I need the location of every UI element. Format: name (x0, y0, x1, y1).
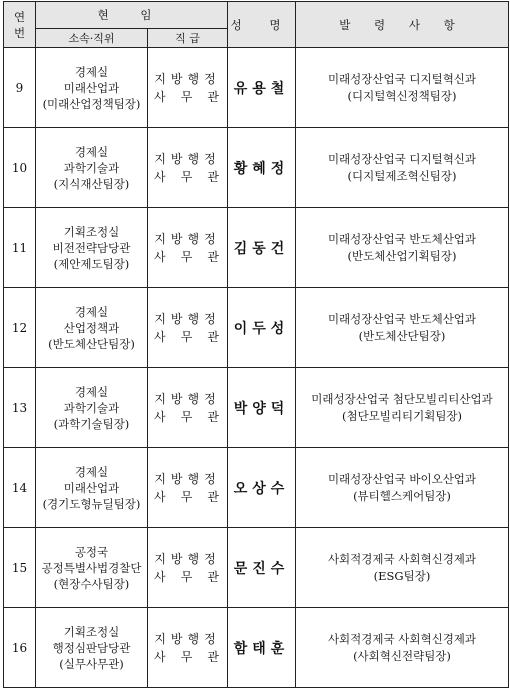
table-row (4, 608, 509, 688)
appointment-position: (첨단모빌리티기획팀장) (341, 408, 463, 423)
grade-rank-char-2: 무 (180, 169, 193, 184)
appointment-position: (디지털혁신정책팀장) (347, 88, 457, 103)
current-affiliation (36, 208, 148, 288)
grade-rank-char-1: 사 (154, 89, 166, 104)
grade-rank-char-2: 무 (180, 569, 193, 584)
grade-track: 지방행정 (154, 311, 221, 326)
grade (148, 288, 228, 368)
grade-rank-char-1: 사 (154, 169, 166, 184)
table-row (4, 48, 509, 128)
header-grade: 직 급 (148, 29, 228, 48)
affiliation-division: 행정심판담당관 (52, 640, 131, 655)
appointment-division: 미래성장산업국 첨단모빌리티산업과 (311, 391, 493, 406)
appointment-position: (사회혁신전략팀장) (353, 648, 451, 663)
grade-rank-char-1: 사 (154, 409, 166, 424)
grade-rank-char-3: 관 (207, 169, 219, 184)
table-row (4, 128, 509, 208)
table-row (4, 208, 509, 288)
row-number: 11 (4, 208, 36, 288)
appointment (296, 528, 509, 608)
grade (148, 128, 228, 208)
appointment (296, 208, 509, 288)
grade-track: 지방행정 (154, 71, 221, 86)
grade-rank (148, 648, 227, 666)
affiliation-office: 경제실 (74, 384, 109, 399)
row-number: 14 (4, 448, 36, 528)
header-number-top: 연 (13, 9, 26, 24)
appointment (296, 448, 509, 528)
grade-rank-char-3: 관 (207, 489, 219, 504)
affiliation-office: 기획조정실 (63, 224, 120, 239)
header-affiliation: 소속·직위 (36, 29, 148, 48)
affiliation-division: 산업정책과 (63, 320, 120, 335)
grade (148, 608, 228, 688)
current-affiliation (36, 448, 148, 528)
affiliation-division: 과학기술과 (63, 400, 120, 415)
current-affiliation (36, 48, 148, 128)
appointment (296, 288, 509, 368)
grade-rank-char-1: 사 (154, 329, 166, 344)
grade-rank-char-2: 무 (180, 649, 193, 664)
grade-rank (148, 168, 227, 186)
grade-rank-char-3: 관 (207, 569, 219, 584)
appointment-position: (반도체산업기획팀장) (347, 248, 457, 263)
grade-track: 지방행정 (154, 231, 221, 246)
grade (148, 208, 228, 288)
grade-rank (148, 488, 227, 506)
grade-rank-char-2: 무 (180, 249, 193, 264)
grade-rank (148, 88, 227, 106)
table-row (4, 448, 509, 528)
affiliation-position: (실무사무관) (59, 656, 124, 671)
header-name: 성 명 (228, 2, 296, 48)
header-number-bottom: 번 (13, 25, 26, 40)
grade-rank-char-2: 무 (180, 489, 193, 504)
appointment (296, 48, 509, 128)
current-affiliation (36, 608, 148, 688)
row-number: 15 (4, 528, 36, 608)
appointment-position: (디지털제조혁신팀장) (347, 168, 457, 183)
grade-rank (148, 328, 227, 346)
appointment (296, 128, 509, 208)
header-appointment: 발 령 사 항 (296, 2, 509, 48)
grade-rank-char-3: 관 (207, 89, 219, 104)
appointment-position: (ESG팀장) (373, 568, 431, 583)
grade-rank-char-3: 관 (207, 249, 219, 264)
table-row (4, 368, 509, 448)
row-number: 10 (4, 128, 36, 208)
row-number: 16 (4, 608, 36, 688)
header-current-post: 현 임 (36, 2, 228, 29)
grade-rank-char-2: 무 (180, 409, 193, 424)
person-name: 황혜정 (228, 128, 296, 208)
grade-rank-char-1: 사 (154, 649, 166, 664)
row-number: 9 (4, 48, 36, 128)
affiliation-position: (반도체산단팀장) (48, 336, 135, 351)
grade-rank-char-2: 무 (180, 329, 193, 344)
person-name: 함태훈 (228, 608, 296, 688)
grade-rank (148, 568, 227, 586)
person-name: 김동건 (228, 208, 296, 288)
grade-track: 지방행정 (154, 631, 221, 646)
appointment-division: 사회적경제국 사회혁신경제과 (327, 551, 477, 566)
appointment-position: (반도체산단팀장) (358, 328, 446, 343)
row-number: 13 (4, 368, 36, 448)
affiliation-division: 공정특별사법경찰단 (41, 560, 142, 575)
grade-rank-char-1: 사 (154, 249, 166, 264)
table-row (4, 528, 509, 608)
grade-track: 지방행정 (154, 151, 221, 166)
table-row (4, 288, 509, 368)
grade-rank (148, 408, 227, 426)
appointment-division: 미래성장산업국 디지털혁신과 (327, 71, 477, 86)
grade-rank-char-3: 관 (207, 409, 219, 424)
person-name: 문진수 (228, 528, 296, 608)
appointment-division: 미래성장산업국 반도체산업과 (327, 311, 477, 326)
current-affiliation (36, 528, 148, 608)
affiliation-position: (경기도형뉴딜팀장) (42, 496, 141, 511)
affiliation-position: (제안제도팀장) (53, 256, 130, 271)
appointment-division: 미래성장산업국 디지털혁신과 (327, 151, 477, 166)
grade-rank-char-1: 사 (154, 569, 166, 584)
affiliation-office: 경제실 (74, 464, 109, 479)
grade-rank-char-1: 사 (154, 489, 166, 504)
affiliation-division: 미래산업과 (63, 80, 120, 95)
appointment (296, 368, 509, 448)
table-header (4, 2, 509, 48)
current-affiliation (36, 368, 148, 448)
affiliation-division: 과학기술과 (63, 160, 120, 175)
grade-track: 지방행정 (154, 471, 221, 486)
affiliation-position: (현장수사팀장) (53, 576, 130, 591)
grade-track: 지방행정 (154, 391, 221, 406)
person-name: 이두성 (228, 288, 296, 368)
grade (148, 48, 228, 128)
appointment-table (3, 1, 509, 688)
affiliation-office: 경제실 (74, 144, 109, 159)
row-number: 12 (4, 288, 36, 368)
affiliation-position: (과학기술팀장) (53, 416, 130, 431)
grade-rank-char-3: 관 (207, 649, 219, 664)
grade-rank-char-3: 관 (207, 329, 219, 344)
affiliation-office: 기획조정실 (63, 624, 120, 639)
appointment-division: 사회적경제국 사회혁신경제과 (327, 631, 477, 646)
current-affiliation (36, 288, 148, 368)
person-name: 박양덕 (228, 368, 296, 448)
appointment-division: 미래성장산업국 바이오산업과 (327, 471, 477, 486)
affiliation-position: (지식재산팀장) (53, 176, 130, 191)
affiliation-office: 경제실 (74, 64, 109, 79)
grade-track: 지방행정 (154, 551, 221, 566)
affiliation-position: (미래산업정책팀장) (42, 96, 141, 111)
grade-rank-char-2: 무 (180, 89, 193, 104)
grade (148, 368, 228, 448)
appointment-position: (뷰티헬스케어팀장) (353, 488, 451, 503)
table-body (4, 48, 509, 688)
affiliation-office: 공정국 (74, 544, 109, 559)
appointment-division: 미래성장산업국 반도체산업과 (327, 231, 477, 246)
affiliation-office: 경제실 (74, 304, 109, 319)
person-name: 유용철 (228, 48, 296, 128)
affiliation-division: 미래산업과 (63, 480, 120, 495)
grade (148, 448, 228, 528)
appointment (296, 608, 509, 688)
grade (148, 528, 228, 608)
affiliation-division: 비전전략담당관 (52, 240, 131, 255)
person-name: 오상수 (228, 448, 296, 528)
grade-rank (148, 248, 227, 266)
header-number (4, 2, 36, 48)
current-affiliation (36, 128, 148, 208)
